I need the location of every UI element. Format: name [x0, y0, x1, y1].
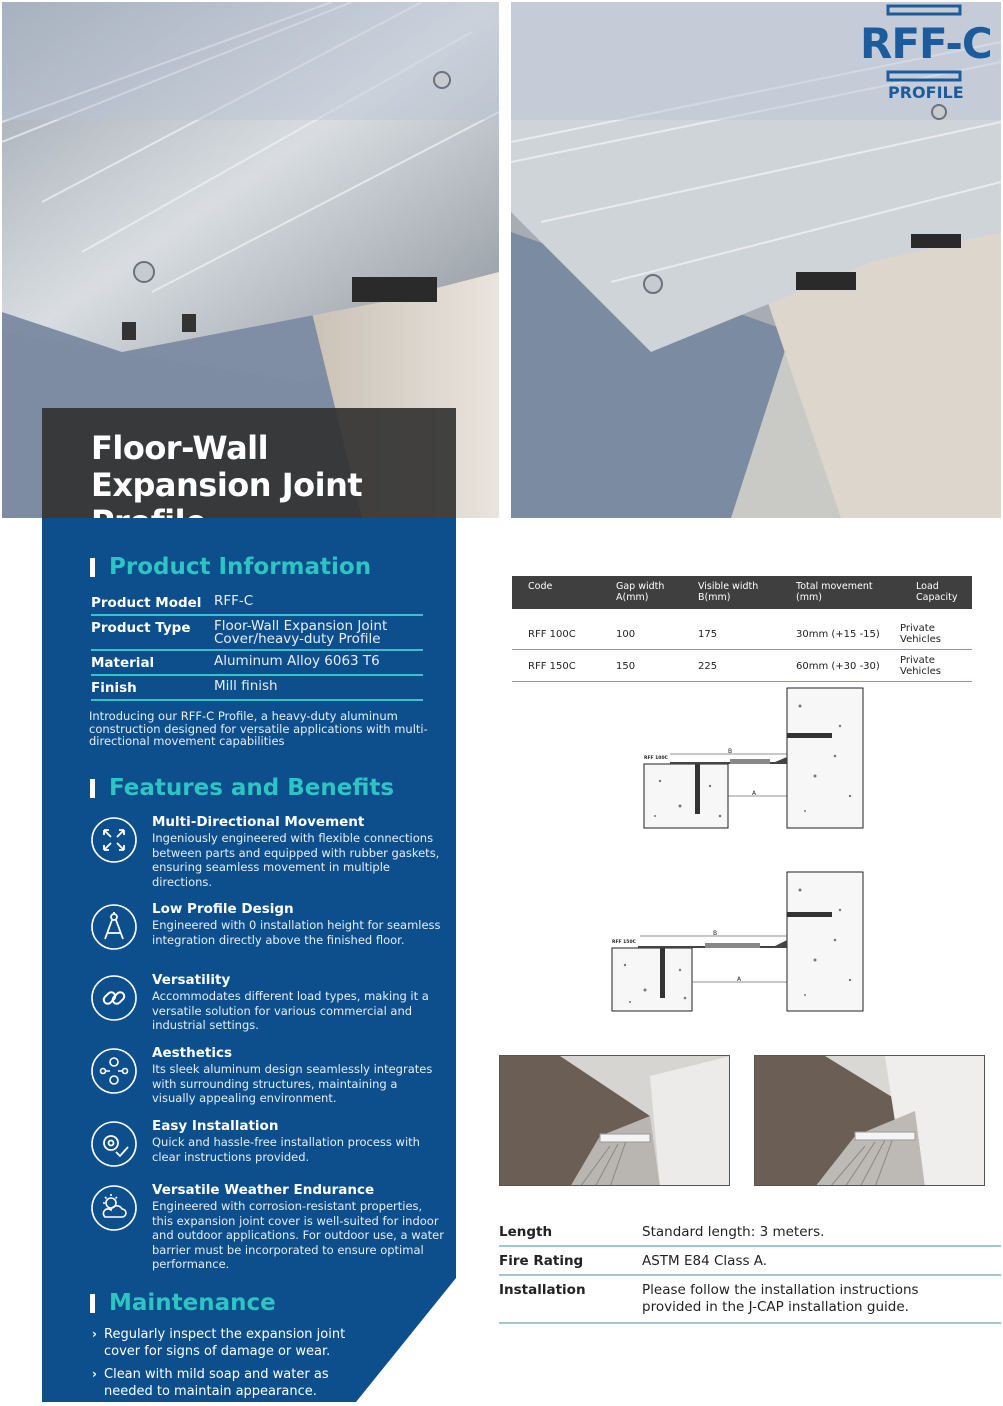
feature-desc: Its sleek aluminum design seamlessly integrates with surrounding structures, maintaining a visually appealing environment. [152, 1062, 433, 1105]
feature-title: Aesthetics [152, 1045, 232, 1061]
compass-icon [90, 903, 138, 951]
column-header: Gap width A(mm) [600, 576, 682, 609]
spec-row [499, 1247, 1001, 1276]
features-heading: Features and Benefits [90, 775, 394, 801]
title-card [42, 408, 456, 518]
maintenance-list [92, 1326, 372, 1406]
table-cell: 100 [600, 609, 682, 650]
feature-title: Versatile Weather Endurance [152, 1182, 375, 1198]
feature-title: Easy Installation [152, 1118, 279, 1134]
spec-key: Installation [499, 1282, 586, 1298]
info-row [91, 651, 423, 676]
table-cell: RFF 150C [512, 650, 600, 682]
table-cell: Private Vehicles [900, 609, 972, 650]
maintenance-heading: Maintenance [90, 1290, 276, 1316]
gears-icon [90, 1047, 138, 1095]
table-cell: 175 [682, 609, 780, 650]
spec-key: Length [499, 1224, 553, 1240]
gear-check-icon [90, 1120, 138, 1168]
feature-desc: Engineered with corrosion-resistant properties, this expansion joint cover is well-suited for indoor and outdoor applications. For outdoor use, a water barrier must be incorporated to ensure optimal performance. [152, 1199, 444, 1271]
spec-row [499, 1276, 1001, 1324]
logo-main: RFF-C [860, 19, 992, 68]
column-header: Load Capacity [900, 576, 972, 609]
info-key: Product Model [91, 595, 202, 611]
info-value: RFF-C [214, 593, 254, 609]
info-key: Product Type [91, 620, 191, 636]
list-item: › Regularly inspect the expansion joint cover for signs of damage or wear. [92, 1327, 346, 1359]
table-cell: 60mm (+30 -30) [780, 650, 900, 682]
feature-desc: Quick and hassle-free installation process with clear instructions provided. [152, 1135, 420, 1164]
info-key: Finish [91, 680, 137, 696]
intro-text: Introducing our RFF-C Profile, a heavy-duty aluminum construction designed for versatile applications with multi-directional movement capabilities [89, 709, 428, 748]
dimension-a-label: A [752, 790, 757, 797]
product-info-heading: Product Information [90, 554, 371, 580]
feature-title: Versatility [152, 972, 231, 988]
table-row [512, 650, 972, 682]
feature-desc: Ingeniously engineered with flexible connections between parts and equipped with rubber gaskets, ensuring seamless movement in multiple directions. [152, 831, 440, 889]
spec-value: Please follow the installation instructions provided in the J-CAP installation guide. [642, 1282, 919, 1315]
info-row [91, 616, 423, 651]
arrows-expand-icon [90, 816, 138, 864]
spec-row [499, 1218, 1001, 1247]
info-row [91, 591, 423, 616]
drawing-code-label: RFF 150C [612, 940, 636, 945]
installed-photo-right [754, 1055, 985, 1186]
spec-value: ASTM E84 Class A. [642, 1253, 768, 1269]
logo [856, 4, 996, 108]
info-panel [42, 518, 456, 1402]
table-header-row [512, 576, 972, 609]
list-item: › Clean with mild soap and water as needed to maintain appearance. [92, 1367, 329, 1399]
table-cell: Private Vehicles [900, 650, 972, 682]
feature-desc: Engineered with 0 installation height for seamless integration directly above the finished floor. [152, 918, 441, 947]
table-cell: RFF 100C [512, 609, 600, 650]
chain-link-icon [90, 974, 138, 1022]
chevron-right-icon: › [92, 1327, 97, 1341]
table-cell: 150 [600, 650, 682, 682]
info-key: Material [91, 655, 155, 671]
spec-key: Fire Rating [499, 1253, 584, 1269]
installed-photo-left [499, 1055, 730, 1186]
column-header: Visible width B(mm) [682, 576, 780, 609]
spec-table [512, 576, 972, 682]
feature-desc: Accommodates different load types, making it a versatile solution for various commercial and industrial settings. [152, 989, 429, 1032]
info-value: Mill finish [214, 678, 278, 694]
column-header: Code [512, 576, 600, 609]
section-drawing-100c [640, 686, 870, 832]
table-cell: 225 [682, 650, 780, 682]
dimension-b-label: B [728, 748, 733, 755]
bottom-specs [499, 1218, 1001, 1324]
page-title: Floor-Wall Expansion Joint [91, 429, 363, 504]
table-row [512, 609, 972, 650]
section-drawing-150c [610, 870, 870, 1014]
feature-title: Multi-Directional Movement [152, 814, 365, 830]
product-info-table [91, 591, 423, 701]
logo-sub: PROFILE [888, 83, 964, 102]
info-row [91, 676, 423, 701]
feature-title: Low Profile Design [152, 901, 294, 917]
info-value: Floor-Wall Expansion Joint Cover/heavy-duty Profile [214, 618, 388, 647]
info-value: Aluminum Alloy 6063 T6 [214, 653, 380, 669]
dimension-b-label: B [713, 930, 718, 937]
drawing-code-label: RFF 100C [644, 756, 668, 761]
sun-cloud-icon [90, 1184, 138, 1232]
dimension-a-label: A [737, 976, 742, 983]
column-header: Total movement (mm) [780, 576, 900, 609]
chevron-right-icon: › [92, 1367, 97, 1381]
table-cell: 30mm (+15 -15) [780, 609, 900, 650]
spec-value: Standard length: 3 meters. [642, 1224, 825, 1240]
